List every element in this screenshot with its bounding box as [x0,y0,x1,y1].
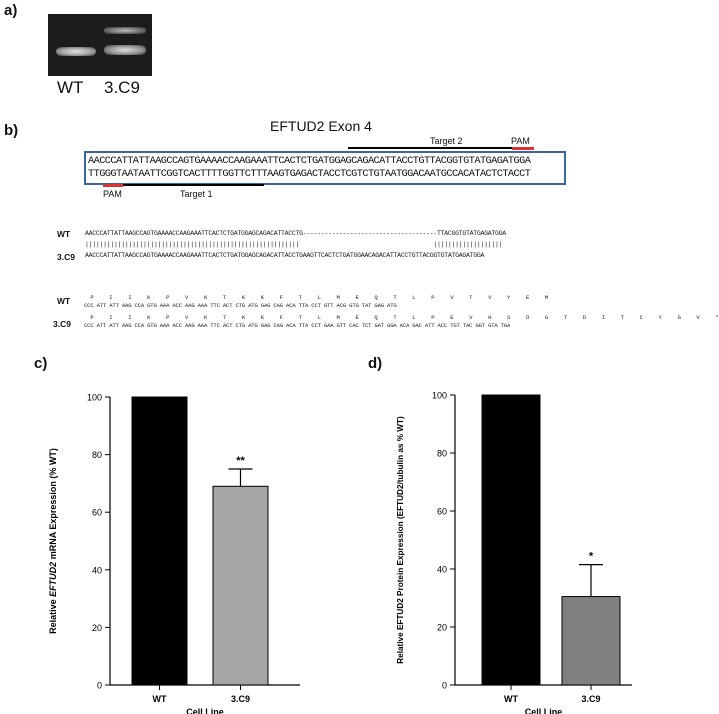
sequence-box [84,151,566,185]
trans-mut-label: 3.C9 [53,319,71,329]
trans-mut-aa: P I I K P V K T K K F T L M E Q T L P E V H S D G T D I T C Y G V * [84,314,719,321]
y-tick-label: 0 [441,680,447,691]
sequence-title: EFTUD2 Exon 4 [270,118,372,134]
panel-label-c: c) [34,355,48,372]
pam-bottom-label: PAM [103,189,122,199]
pam-top-label: PAM [511,136,530,146]
top-strand: AACCCATTATTAAGCCAGTGAAAACCAAGAAATTCACTCTGATGGAGCAGACATTACCTGTTACGGTGTATGAGATGGA [88,155,531,167]
panel-label-d: d) [368,355,383,372]
y-tick-label: 0 [96,680,102,691]
align-match-line: ||||||||||||||||||||||||||||||||||||||||||||||||||||||||||| ||||||||||||||||||| [85,241,503,248]
panel-label-b: b) [4,122,19,139]
chart-c [0,370,330,714]
bottom-strand: TTGGGTAATAATTCGGTCACTTTTGGTTCTTTAAGTGAGACTACCTCGTCTGTAATGGACAATGCCACATACTCTACCT [88,168,531,180]
bar-3c9 [213,486,268,685]
x-axis-title: Cell Line [524,707,563,714]
gel-band-wt [56,47,96,56]
panel-label-a: a) [4,2,18,19]
bar-wt [132,397,187,685]
gel-lane-label-3c9: 3.C9 [104,78,140,97]
x-tick-label: 3.C9 [581,694,601,704]
align-wt-seq: AACCCATTATTAAGCCAGTGAAAACCAAGAAATTCACTCTGATGGAGCAGACATTACCTG-------------------------------------TTACGGTGTATGAGATGGA [85,230,506,237]
y-axis-title: Relative EFTUD2 Protein Expression (EFTUD2/tubulin as % WT) [396,416,405,664]
target2-bar [348,147,512,149]
y-tick-label: 60 [91,507,102,518]
gel-lane-label-wt: WT [57,78,84,97]
y-tick-label: 20 [91,622,102,633]
y-tick-label: 40 [436,564,447,575]
chart-d [330,370,650,714]
x-tick-label: WT [504,694,518,704]
gel-band-3c9-upper [104,27,146,34]
y-axis-title: Relative EFTUD2 mRNA Expression (% WT) [48,448,58,634]
align-mut-seq: AACCCATTATTAAGCCAGTGAAAACCAAGAAATTCACTCTGATGGAGCAGACATTACCTGAAGTTCACTCTGATGGAACAGACATTACCTGTTACGGTGTATGAGATGGA [85,252,485,259]
align-mut-label: 3.C9 [57,252,75,262]
significance-label: ** [236,455,245,467]
trans-mut-codons: CCC ATT ATT AAG CCA GTG AAA ACC AAG AAA TTC ACT CTG ATG GAG CAG ACA TTA CCT GAA GTT CAC TCT GAT GGA ACA GAC ATT ACC TGT TAC GGT GTA TGA [84,322,511,329]
target1-bar [123,184,264,186]
pam-bottom-bar [103,184,123,187]
trans-wt-codons: CCC ATT ATT AAG CCA GTG AAA ACC AAG AAA TTC ACT CTG ATG GAG CAG ACA TTA CCT GTT ACG GTG TAT GAG ATG [84,302,397,309]
y-tick-label: 20 [436,622,447,633]
x-tick-label: 3.C9 [230,694,251,704]
significance-label: * [588,550,594,563]
gel-image [48,14,152,76]
y-tick-label: 40 [91,565,102,576]
pam-top-bar [512,147,534,150]
x-tick-label: WT [152,694,167,704]
y-tick-label: 60 [436,506,447,517]
target2-label: Target 2 [430,136,463,146]
gel-band-3c9-lower [104,45,146,55]
target1-label: Target 1 [180,189,213,199]
trans-wt-aa: P I I K P V K T K K F T L M E Q T L P V T V Y E M [84,294,549,301]
y-tick-label: 80 [91,450,102,461]
bar-3c9 [562,597,620,685]
y-tick-label: 80 [436,448,447,459]
x-axis-title: Cell Line [186,707,224,714]
trans-wt-label: WT [57,296,71,306]
align-wt-label: WT [57,229,71,239]
y-tick-label: 100 [431,390,447,401]
y-tick-label: 100 [86,392,102,403]
bar-wt [482,395,540,685]
